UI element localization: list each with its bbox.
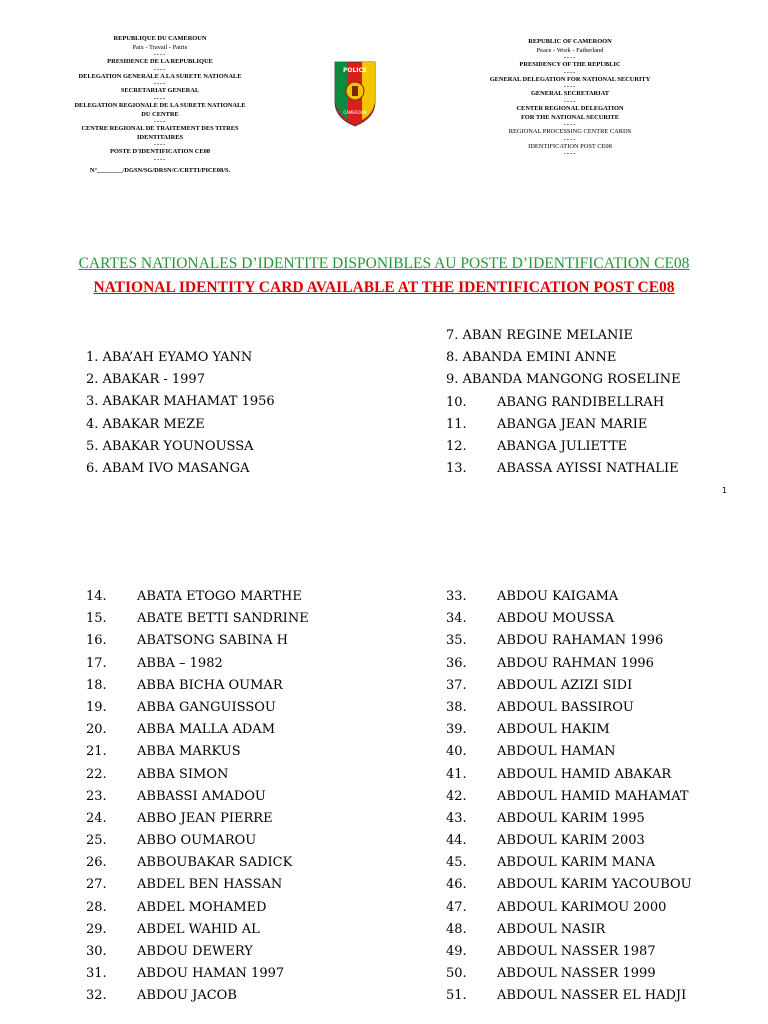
list-item-text: 4. ABAKAR MEZE [86, 416, 205, 432]
item-name: ABDOUL HAKIM [497, 722, 610, 738]
item-name: ABDOU JACOB [137, 988, 237, 1004]
item-name: ABDOUL NASSER 1999 [497, 966, 656, 982]
item-name: ABDOUL KARIMOU 2000 [497, 899, 667, 915]
item-number: 17. [86, 655, 107, 671]
item-name: ABDOUL KARIM 2003 [497, 833, 645, 849]
item-name: ABATSONG SABINA H [137, 633, 288, 649]
item-number: 47. [446, 899, 467, 915]
item-name: ABDOU DEWERY [137, 944, 253, 959]
item-name: ABDOU MOUSSA [497, 611, 615, 627]
item-name: ABBA MARKUS [137, 744, 241, 760]
presidency-en: PRESIDENCY OF THE REPUBLIC [519, 61, 621, 69]
regional-delegation-fr-2: DU CENTRE [141, 110, 179, 118]
item-name: ABBA – 1982 [137, 655, 223, 671]
item-number: 10. [446, 394, 467, 410]
centre-en-2: FOR THE NATIONAL SECURITE [521, 113, 619, 121]
separator: ---- [153, 80, 167, 88]
motto-en: Peace - Work - Fatherland [536, 46, 604, 54]
processing-centre-en: REGIONAL PROCESSING CENTRE CARDS [508, 128, 632, 136]
item-name: ABDOUL NASIR [497, 921, 606, 937]
item-number: 23. [86, 788, 107, 804]
separator: ---- [153, 141, 167, 149]
item-number: 21. [86, 744, 107, 760]
item-number: 19. [86, 699, 107, 715]
item-number: 50. [446, 966, 467, 982]
item-number: 45. [446, 855, 467, 871]
item-number: 43. [446, 810, 467, 826]
item-name: ABDEL BEN HASSAN [137, 877, 283, 893]
item-name: ABBO JEAN PIERRE [137, 810, 273, 826]
separator: ---- [563, 121, 577, 129]
item-number: 33. [446, 589, 467, 604]
item-number: 49. [446, 944, 467, 959]
separator: ---- [153, 94, 167, 102]
item-name: ABDOUL KARIM 1995 [497, 810, 645, 826]
centre-fr-2: IDENTITAIRES [136, 133, 184, 141]
item-number: 22. [86, 766, 107, 782]
item-name: ABBASSI AMADOU [137, 788, 266, 804]
item-number: 18. [86, 677, 107, 693]
item-name: ABDOUL NASSER 1987 [497, 944, 656, 959]
item-name: ABDOU RAHMAN 1996 [497, 655, 654, 671]
item-number: 30. [86, 944, 107, 959]
delegation-en: GENERAL DELEGATION FOR NATIONAL SECURITY [489, 75, 651, 83]
item-number: 42. [446, 788, 467, 804]
item-number: 9. ABANDA MANGONG ROSELINE [446, 372, 681, 388]
emblem-shield-icon [332, 58, 378, 128]
item-name: ABATE BETTI SANDRINE [137, 611, 309, 627]
item-name: ABANGA JULIETTE [497, 438, 628, 454]
item-name: ABDOUL BASSIROU [497, 699, 634, 715]
item-name: ABANG RANDIBELLRAH [497, 394, 665, 410]
regional-delegation-fr: DELEGATION REGIONALE DE LA SURETE NATIONALE [74, 101, 246, 109]
centre-en: CENTER REGIONAL DELEGATION [516, 104, 624, 112]
secretariat-fr: SECRETARIAT GENERAL [120, 87, 200, 95]
item-number: 41. [446, 766, 467, 782]
list-item-text: 6. ABAM IVO MASANGA [86, 460, 250, 476]
item-number: 46. [446, 877, 467, 893]
item-name: ABDOUL KARIM YACOUBOU [497, 877, 692, 893]
item-name: ABBA MALLA ADAM [137, 722, 276, 738]
secretariat-en: GENERAL SECRETARIAT [530, 90, 610, 98]
republic-name-fr: REPUBLIQUE DU CAMEROUN [113, 35, 207, 42]
police-emblem [332, 58, 378, 128]
delegation-fr: DELEGATION GENERALE A LA SURETE NATIONALE [78, 72, 242, 80]
republic-name-en: REPUBLIC OF CAMEROON [528, 38, 612, 45]
item-number: 32. [86, 988, 107, 1004]
separator: ---- [153, 51, 167, 59]
item-name: ABBOUBAKAR SADICK [137, 855, 293, 871]
emblem-bottom-text: CAMEROUN [343, 110, 367, 115]
item-name: ABBA SIMON [137, 766, 229, 782]
separator: ---- [563, 83, 577, 91]
item-number: 31. [86, 966, 107, 982]
item-number: 27. [86, 877, 107, 893]
list-item-text: 1. ABA’AH EYAMO YANN [86, 350, 253, 365]
item-number: 26. [86, 855, 107, 871]
list-item-text: 5. ABAKAR YOUNOUSSA [86, 438, 254, 454]
item-name: ABDOUL NASSER EL HADJI [497, 988, 687, 1004]
item-number: 14. [86, 589, 107, 604]
item-name: ABBO OUMAROU [137, 833, 257, 849]
title-french: CARTES NATIONALES D’IDENTITE DISPONIBLES AU POSTE D’IDENTIFICATION CE08 [78, 255, 690, 272]
reference-number: N°________/DGSN/SG/DRSN/C/CRTTI/PICE08/S. [89, 166, 231, 174]
item-name: ABDEL MOHAMED [137, 899, 267, 915]
separator: ---- [153, 65, 167, 73]
item-number: 12. [446, 438, 467, 454]
item-name: ABATA ETOGO MARTHE [137, 589, 302, 604]
header-right [460, 38, 680, 157]
item-number: 37. [446, 677, 467, 693]
separator: ---- [563, 150, 577, 158]
item-number: 24. [86, 810, 107, 826]
list-item-text: 2. ABAKAR - 1997 [86, 372, 205, 388]
item-name: ABDEL WAHID AL [137, 921, 260, 937]
item-number: 28. [86, 899, 107, 915]
item-name: ABDOUL HAMAN [497, 744, 616, 760]
item-number: 11. [446, 416, 467, 432]
motto-fr: Paix - Travail - Patrie [132, 43, 188, 51]
separator: ---- [563, 135, 577, 143]
item-number: 35. [446, 633, 467, 649]
item-name: ABBA BICHA OUMAR [137, 677, 283, 693]
item-number: 40. [446, 744, 467, 760]
item-number: 38. [446, 699, 467, 715]
item-name: ABDOUL HAMID MAHAMAT [497, 788, 689, 804]
presidency-fr: PRESIDENCE DE LA REPUBLIQUE [107, 58, 213, 66]
item-number: 36. [446, 655, 467, 671]
centre-fr: CENTRE REGIONAL DE TRAITEMENT DES TITRES [81, 125, 239, 133]
item-number: 29. [86, 921, 107, 937]
item-number: 13. [446, 461, 467, 477]
post-en: IDENTIFICATION POST CE08 [528, 142, 612, 150]
separator: ---- [563, 68, 577, 76]
item-name: ABDOUL HAMID ABAKAR [497, 766, 672, 782]
item-name: ABANGA JEAN MARIE [497, 416, 648, 432]
item-number: 8. ABANDA EMINI ANNE [446, 350, 617, 366]
separator: ---- [153, 118, 167, 126]
item-number: 48. [446, 921, 467, 937]
item-name: ABASSA AYISSI NATHALIE [497, 461, 679, 477]
item-number: 39. [446, 722, 467, 738]
separator: ---- [563, 54, 577, 62]
list-item-text: 3. ABAKAR MAHAMAT 1956 [86, 394, 275, 410]
post-fr: POSTE D'IDENTIFICATION CE08 [109, 148, 211, 156]
item-number: 44. [446, 833, 467, 849]
item-number: 15. [86, 611, 107, 627]
separator: ---- [563, 97, 577, 105]
item-name: ABDOUL AZIZI SIDI [497, 677, 633, 693]
item-number: 16. [86, 633, 107, 649]
item-number: 20. [86, 722, 107, 738]
item-name: ABDOUL KARIM MANA [497, 855, 656, 871]
item-name: ABDOU RAHAMAN 1996 [497, 633, 664, 649]
item-name: ABDOU KAIGAMA [497, 589, 619, 604]
page-number: 1 [722, 486, 728, 495]
title-english: NATIONAL IDENTITY CARD AVAILABLE AT THE IDENTIFICATION POST CE08 [93, 279, 675, 296]
item-number: 34. [446, 611, 467, 627]
item-name: ABBA GANGUISSOU [137, 699, 276, 715]
item-number: 51. [446, 988, 467, 1004]
header-left [40, 35, 280, 176]
emblem-top-text: POLICE [342, 67, 368, 74]
item-number: 7. ABAN REGINE MELANIE [446, 328, 633, 343]
item-name: ABDOU HAMAN 1997 [137, 966, 285, 982]
separator: ---- [153, 155, 167, 163]
item-number: 25. [86, 833, 107, 849]
